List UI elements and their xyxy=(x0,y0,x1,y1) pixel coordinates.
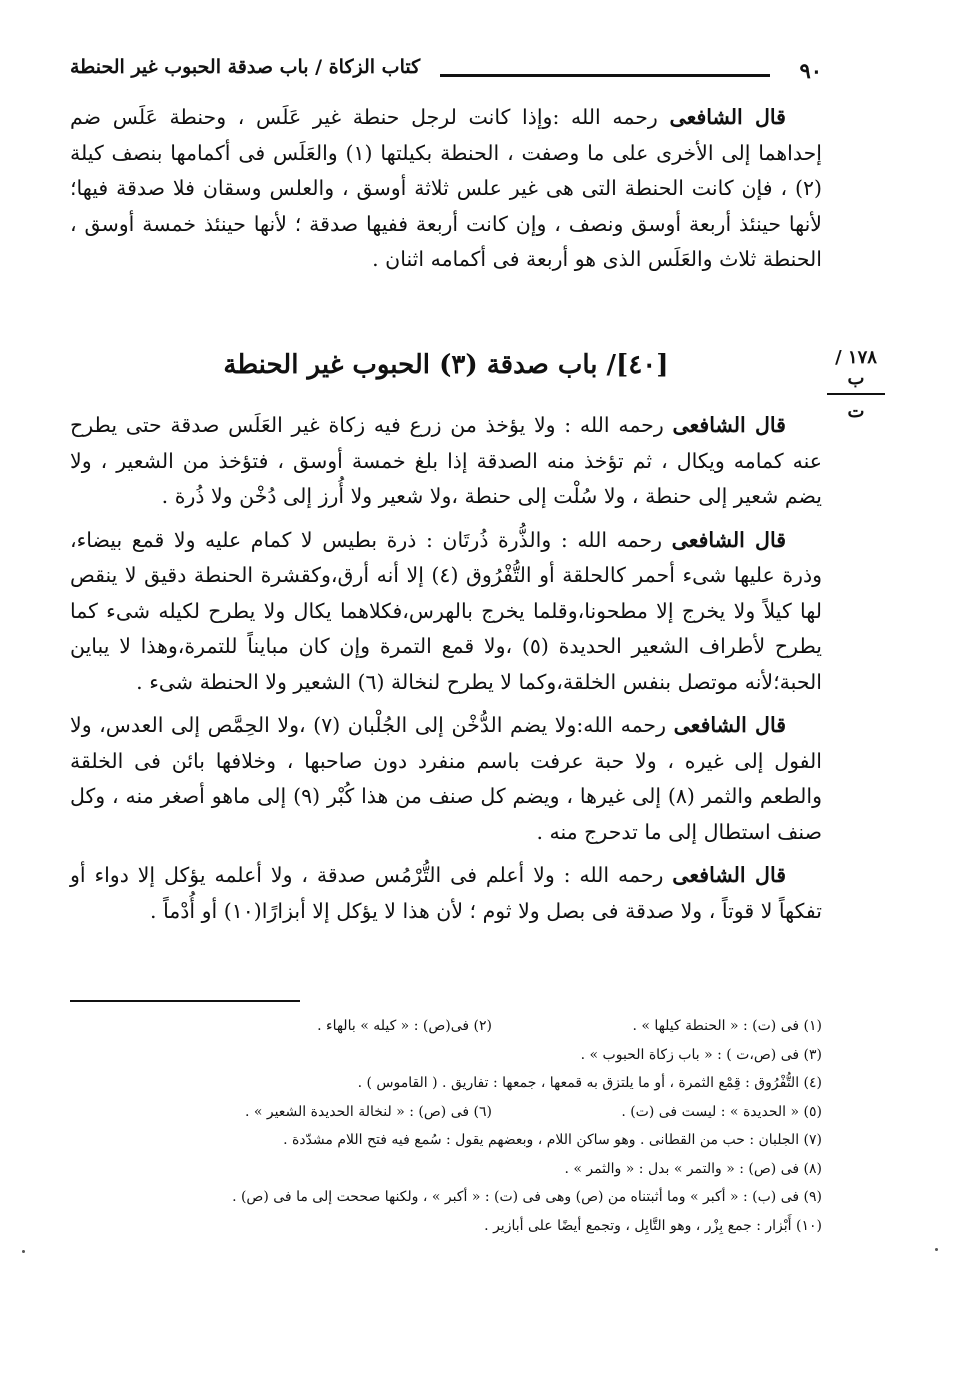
manuscript-siglum: ت xyxy=(847,401,865,422)
intro-paragraph xyxy=(70,100,822,278)
scan-speck xyxy=(935,1248,938,1251)
paragraph-4 xyxy=(70,858,822,929)
footnote-row xyxy=(70,1012,822,1041)
footnote-5: (٥) « الحديدة » : ليست فى (ت) . xyxy=(621,1103,822,1120)
footnote-7: (٧) الجلبان : حب من القطانى . وهو ساكن اللام ، وبعضهم يقول : سُمع فيه فتح اللام مشدّدة . xyxy=(283,1132,822,1148)
footnote-10: (١٠) أَبْزار : جمع بِزْر ، وهو التَّابِل ، وتجمع أيضًا على أبازير . xyxy=(484,1217,822,1234)
speaker-label: قال الشافعى xyxy=(672,863,786,887)
paragraph-text: رحمه الله:ولا يضم الدُّخْن إلى الجُلْبان (٧) ،ولا الحِمَّص إلى العدس، ولا الفول إلى غيره ، ولا حبة عرفت باسم منفرد دون صاحبها ، وخلافها بائن فى الخلقة والطعم والثمر (٨) إلى غيرها ، ويضم كل صنف من هذا كُبْر (٩) إلى ماهو أصغر منه ، وكل صنف استطال إلى ما تدحرج منه . xyxy=(70,713,823,844)
footnote-rule xyxy=(70,1000,300,1002)
footnote-8: (٨) فى (ص) : « والتمر » بدل : « والثمر » . xyxy=(564,1160,822,1177)
paragraph-text: رحمه الله :وإذا كانت لرجل حنطة غير عَلَس ، وحنطة عَلَس ضم إحداهما إلى الأخرى على ما وصفت ، الحنطة بكيلتها (١) والعَلَس فى أكمامها بنصف كيلة (٢) ، فإن كانت الحنطة التى هى غير علس ثلاثة أوسق ، والعلس وسقان فلا صدقة فيها؛ لأنها حينئذ أربعة أوسق ونصف ، وإن كانت أربعة ففيها صدقة ؛ لأنها حينئذ خمسة أوسق ، الحنطة ثلاث والعَلَس الذى هو أربعة فى أكمامه اثنان . xyxy=(70,105,822,271)
paragraph-text: رحمه الله : ولا يؤخذ من زرع فيه زكاة غير العَلَس صدقة حتى يطرح عنه كمامه ويكال ، ثم تؤخذ منه الصدقة إذا بلغ خمسة أوسق ، فتؤخذ من الشعير ، ولا يضم شعير إلى حنطة ، ولا سُلْت إلى حنطة ،ولا شعير ولا أُرز إلى دُخْن ولا ذُرة . xyxy=(70,413,822,508)
running-title: كتاب الزكاة / باب صدقة الحبوب غير الحنطة xyxy=(70,56,421,78)
paragraph-1 xyxy=(70,408,822,515)
page-number: ٩٠ xyxy=(799,58,822,83)
footnote-6: (٦) فى (ص) : « لنخالة الحديدة الشعير » . xyxy=(244,1103,492,1120)
chapter-body xyxy=(70,408,822,937)
footnote-4: (٤) التُّفْرُوق : قِمْع الثمرة ، أو ما يلتزق به قمعها ، جمعها : تفاريق . ( القاموس ) . xyxy=(357,1075,822,1091)
footnote-3: (٣) فى (ص،ت ) : « باب زكاة الحبوب » . xyxy=(580,1046,822,1063)
footnote-2: (٢) فى(ص) : « كيله » بالهاء . xyxy=(317,1018,492,1034)
page-header xyxy=(70,52,822,92)
footnote-row xyxy=(70,1098,822,1127)
speaker-label: قال الشافعى xyxy=(669,105,786,129)
footnote-9: (٩) فى (ب) : « أكبر » وما أثبتناه من (ص) وهى فى (ت) : « أكبر » ، ولكنها صححت إلى ما فى (ص) . xyxy=(232,1189,822,1205)
speaker-label: قال الشافعى xyxy=(672,413,786,437)
margin-rule xyxy=(827,393,885,395)
paragraph-text: رحمه الله : ولا أعلم فى التُّرْمُس صدقة ، ولا أعلمه يؤكل إلا دواء أو تفكهاً لا قوتاً ، ولا صدقة فى بصل ولا ثوم ؛ لأن هذا لا يؤكل إلا أبزارًا(١٠) أو أُدْماً . xyxy=(70,863,822,923)
chapter-heading: [٤٠]/ باب صدقة (٣) الحبوب غير الحنطة xyxy=(223,350,669,380)
folio-number: ١٧٨ /ب xyxy=(835,347,877,389)
footnote-1: (١) فى (ت) : « الحنطة كيلها » . xyxy=(632,1018,822,1034)
header-rule xyxy=(440,74,770,77)
intro-section xyxy=(70,100,822,278)
margin-note xyxy=(827,347,885,422)
paragraph-2 xyxy=(70,523,822,701)
speaker-label: قال الشافعى xyxy=(673,713,787,737)
scan-speck xyxy=(22,1250,25,1253)
footnotes xyxy=(70,1012,822,1240)
speaker-label: قال الشافعى xyxy=(671,527,786,552)
paragraph-3 xyxy=(70,708,822,850)
paragraph-text: رحمه الله : والذُّرة ذُرتَان : ذرة بطيس لا كمام عليه ولا قمع بيضاء، وذرة عليها شىء أحمر كالحلقة أو التُّفْرُوق (٤) إلا أنه أرق،وكقشرة الحنطة دقيق لا ينقص لها كيلاً ولا يخرج إلا مطحونا،وقلما يخرج بالهرس،فكلاهما يكال ولا يطرح لكيله شىء كما يطرح لأطراف الشعير الحديدة (٥) ،ولا قمع التمرة وإن كان مبايناً للتمرة،وهذا لا يباين الحبة؛لأنه موتصل بنفس الخلقة،وكما لا يطرح لنخالة (٦) الشعير ولا الحنطة شىء . xyxy=(70,527,822,694)
